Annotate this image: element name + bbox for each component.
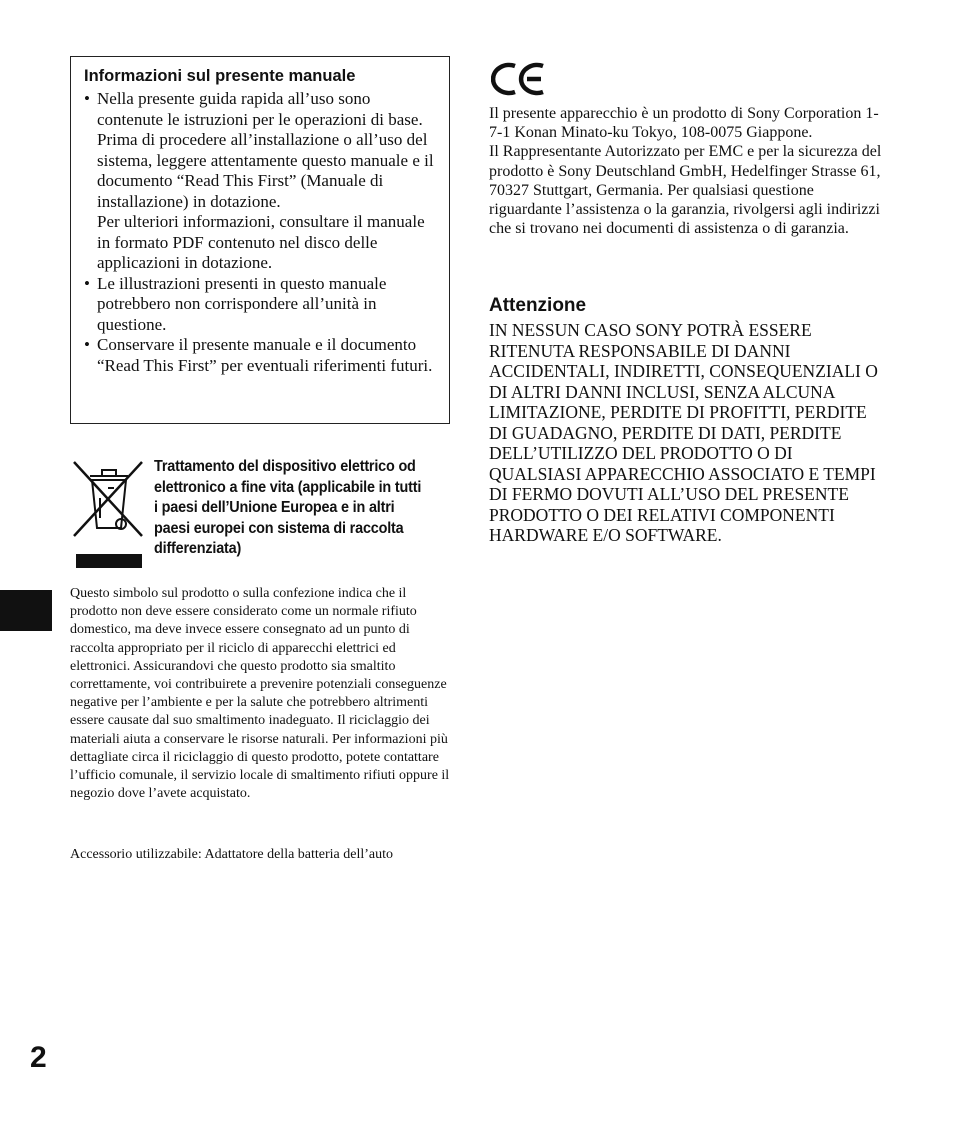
info-bullet-paragraph: • Nella presente guida rapida all’uso sono contenute le istruzioni per le operazioni di base. (97, 89, 423, 129)
info-bullet-item (84, 335, 439, 376)
info-bullet-list (84, 89, 439, 376)
ce-mark-icon (491, 60, 547, 98)
section-tab-marker (0, 590, 52, 631)
info-bullet-paragraph: • Conservare il presente manuale e il documento “Read This First” per eventuali riferimenti futuri. (97, 335, 433, 375)
manufacturer-info (489, 104, 889, 238)
page-number: 2 (30, 1041, 47, 1074)
info-bullet-item (84, 274, 439, 336)
weee-description: Questo simbolo sul prodotto o sulla confezione indica che il prodotto non deve essere considerato come un normale rifiuto domestico, ma deve invece essere consegnato ad un punto di raccolta appropriato per il riciclo di apparecchi elettrici ed elettronici. Assicurandovi che questo prodotto sia smaltito correttamente, voi contribuirete a prevenire potenziali conseguenze negative per l’ambiente e per la salute che potrebbero altrimenti essere causate dal suo smaltimento inadeguato. Il riciclaggio dei materiali aiuta a conservare le risorse naturali. Per informazioni più dettagliate circa il riciclaggio di questo prodotto, potete contattare l’ufficio comunale, il servizio locale di smaltimento rifiuti oppure il negozio dove l’avete acquistato. (70, 586, 450, 802)
info-bullet-paragraph: • Le illustrazioni presenti in questo manuale potrebbero non corrispondere all’unità in questione. (97, 273, 387, 334)
info-bullet-paragraph: Prima di procedere all’installazione o all’uso del sistema, leggere attentamente questo manuale e il documento “Read This First” (Manuale di installazione) in dotazione. (97, 130, 434, 211)
manual-info-box (70, 56, 450, 424)
info-bullet-item (84, 89, 439, 274)
info-bullet-paragraph: Per ulteriori informazioni, consultare il manuale in formato PDF contenuto nel disco delle applicazioni in dotazione. (97, 212, 425, 272)
attention-disclaimer: IN NESSUN CASO SONY POTRÀ ESSERE RITENUTA RESPONSABILE DI DANNI ACCIDENTALI, INDIRETTI, CONSEQUENZIALI O DI ALTRI DANNI INCLUSI, SENZA ALCUNA LIMITAZIONE, PERDITE DI PROFITTI, PERDITE DI GUADAGNO, PERDITE DI DATI, PERDITE DELL’UTILIZZO DEL PRODOTTO O DI QUALSIASI APPARECCHIO ASSOCIATO E TEMPI DI FERMO DOVUTI ALL’USO DEL PRESENTE PRODOTTO O DEI RELATIVI COMPONENTI HARDWARE E/O SOFTWARE. (489, 320, 878, 545)
weee-heading: Trattamento del dispositivo elettrico od elettronico a fine vita (applicabile in tutti i paesi dell’Unione Europea e in altri paesi europei con sistema di raccolta differenziata) (154, 458, 422, 557)
manufacturer-paragraph: Il presente apparecchio è un prodotto di Sony Corporation 1-7-1 Konan Minato-ku Tokyo, 108-0075 Giappone. (489, 105, 879, 142)
info-box-title: Informazioni sul presente manuale (84, 67, 356, 85)
accessory-note: Accessorio utilizzabile: Adattatore della batteria dell’auto (70, 847, 394, 862)
attention-heading: Attenzione (489, 295, 587, 316)
crossed-out-wheelie-bin-icon (70, 458, 146, 570)
representative-paragraph: Il Rappresentante Autorizzato per EMC e per la sicurezza del prodotto è Sony Deutschland GmbH, Hedelfinger Strasse 61, 70327 Stuttgart, Germania. Per qualsiasi questione riguardante l’assistenza o la garanzia, rivolgersi agli indirizzi che si trovano nei documenti di assistenza o di garanzia. (489, 143, 882, 238)
